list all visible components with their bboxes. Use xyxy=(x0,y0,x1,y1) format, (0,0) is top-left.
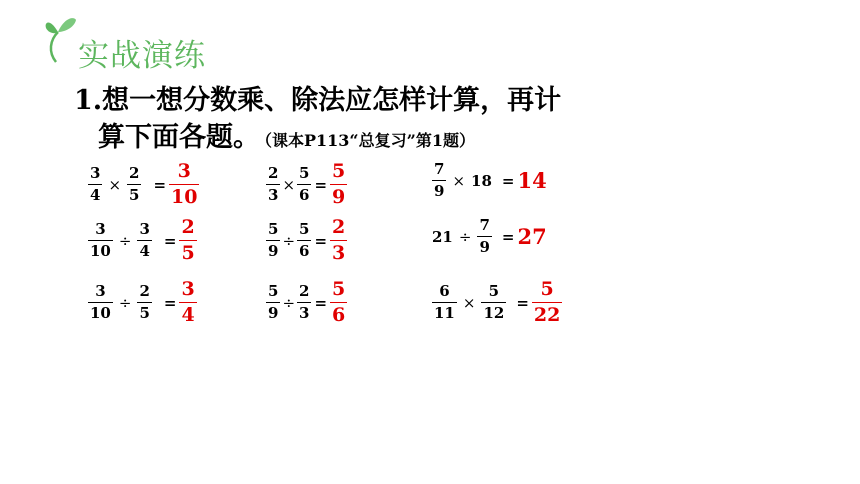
problem-7 xyxy=(432,162,547,199)
operand-fraction: $\frac{7}{9}$ xyxy=(434,160,445,200)
equals-sign: = xyxy=(314,293,328,312)
problem-4 xyxy=(266,162,347,207)
operator: × xyxy=(282,175,296,194)
answer-fraction: $\frac{5}{9}$ xyxy=(332,160,346,208)
operator: ÷ xyxy=(282,293,296,312)
problem-1 xyxy=(88,162,199,207)
problem-9 xyxy=(432,280,562,325)
operand-fraction: $\frac{5}{6}$ xyxy=(299,220,310,260)
question-reference: （课本P113“总复习”第1题） xyxy=(264,131,475,150)
operator: ÷ xyxy=(282,231,296,250)
answer-integer: 27 xyxy=(517,224,547,249)
operator: ÷ xyxy=(118,293,132,312)
equals-sign: = xyxy=(163,293,177,312)
operand-fraction: $\frac{3}{10}$ xyxy=(90,220,111,260)
operand-fraction: $\frac{6}{11}$ xyxy=(434,282,455,322)
question-line-2-text: 算下面各题。 xyxy=(98,122,260,153)
answer-fraction: $\frac{5}{22}$ xyxy=(533,278,561,326)
operand-fraction: $\frac{5}{9}$ xyxy=(268,220,279,260)
operator: ÷ xyxy=(118,231,132,250)
operand-fraction: $\frac{3}{4}$ xyxy=(90,164,101,204)
answer-fraction: $\frac{2}{3}$ xyxy=(332,216,346,264)
operator: × xyxy=(462,293,476,312)
operand-fraction: $\frac{5}{9}$ xyxy=(268,282,279,322)
operand-fraction: $\frac{5}{12}$ xyxy=(483,282,505,322)
equals-sign: = xyxy=(501,171,515,190)
sprout-icon xyxy=(44,12,80,64)
equals-sign: = xyxy=(314,231,328,250)
operand-fraction: $\frac{2}{3}$ xyxy=(268,164,279,204)
section-title: 实战演练 xyxy=(78,38,206,74)
equals-sign: = xyxy=(314,175,328,194)
problem-8 xyxy=(432,218,547,255)
equals-sign: = xyxy=(501,227,515,246)
question-line-2 xyxy=(98,115,475,154)
operand-fraction: $\frac{2}{5}$ xyxy=(129,164,140,204)
answer-fraction: $\frac{2}{5}$ xyxy=(181,216,195,264)
problem-5 xyxy=(266,218,347,263)
answer-integer: 14 xyxy=(517,168,547,193)
problem-2 xyxy=(88,218,197,263)
operand-fraction: $\frac{2}{3}$ xyxy=(299,282,310,322)
equals-sign: = xyxy=(163,231,177,250)
operand-fraction: $\frac{3}{4}$ xyxy=(139,220,150,260)
operator: × xyxy=(108,175,122,194)
operand-fraction: $\frac{7}{9}$ xyxy=(479,216,490,256)
answer-fraction: $\frac{3}{4}$ xyxy=(181,278,195,326)
operator: ÷ xyxy=(458,227,472,246)
operand-fraction: $\frac{5}{6}$ xyxy=(299,164,310,204)
problem-3 xyxy=(88,280,197,325)
operand-integer: 21 xyxy=(432,227,453,246)
answer-fraction: $\frac{3}{10}$ xyxy=(171,160,198,208)
equals-sign: = xyxy=(153,175,167,194)
problem-6 xyxy=(266,280,347,325)
question-line-1: 1.想一想分数乘、除法应怎样计算，再计 xyxy=(74,85,562,116)
operand-fraction: $\frac{3}{10}$ xyxy=(90,282,111,322)
equals-sign: = xyxy=(516,293,529,312)
operand-fraction: $\frac{2}{5}$ xyxy=(139,282,150,322)
operator: × xyxy=(452,171,466,190)
answer-fraction: $\frac{5}{6}$ xyxy=(332,278,346,326)
operand-integer: 18 xyxy=(471,171,492,190)
